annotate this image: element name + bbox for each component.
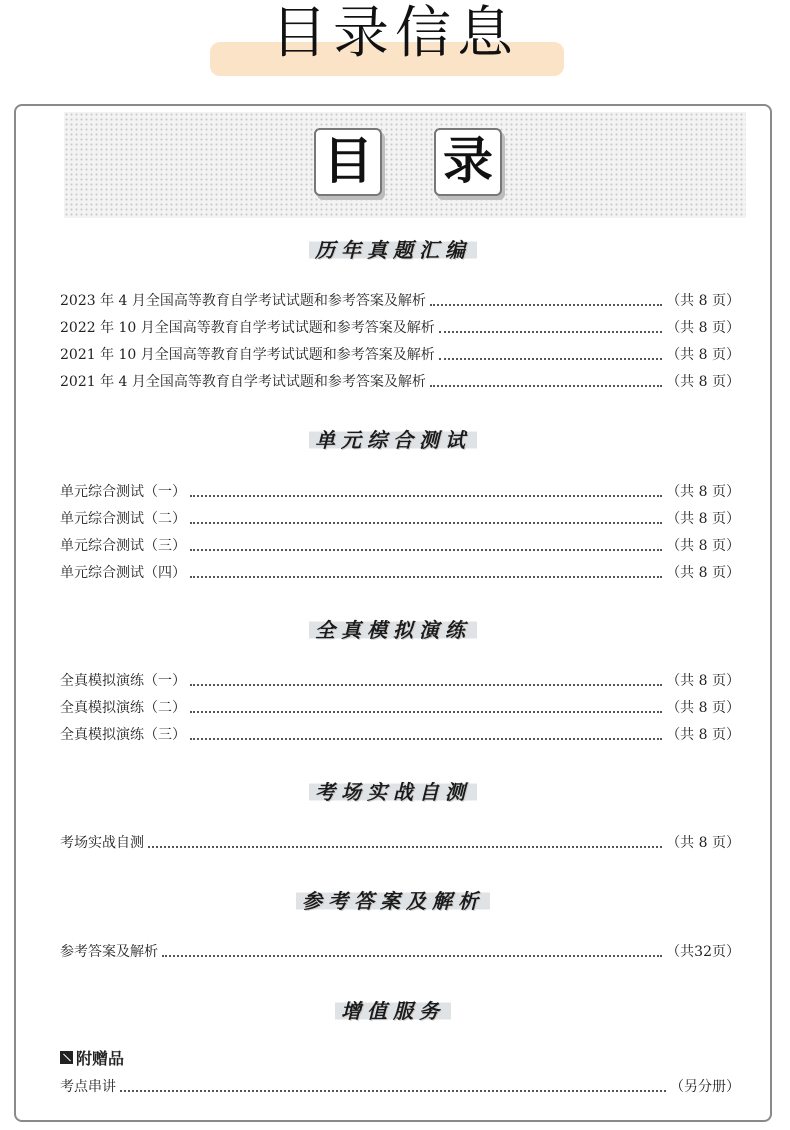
toc-row-pages: （共 8 页） <box>666 565 740 581</box>
toc-row-label: 2021 年 10 月全国高等教育自学考试试题和参考答案及解析 <box>60 347 435 363</box>
page-title: 目录信息 <box>271 1 519 66</box>
toc-row-pages: （共 8 页） <box>666 347 740 363</box>
leader-dots <box>439 321 662 333</box>
toc-row[interactable] <box>60 288 740 312</box>
toc-row[interactable] <box>60 560 740 584</box>
section-title-past-exams: 历年真题汇编 <box>16 234 770 263</box>
toc-row-label: 参考答案及解析 <box>60 944 158 960</box>
toc-row-label: 考点串讲 <box>60 1079 116 1095</box>
leader-dots <box>190 674 662 686</box>
toc-row-pages: （共 8 页） <box>666 700 740 716</box>
toc-row-label: 2021 年 4 月全国高等教育自学考试试题和参考答案及解析 <box>60 374 426 390</box>
leader-dots <box>190 566 662 578</box>
toc-row-label: 全真模拟演练（三） <box>60 727 186 743</box>
toc-row[interactable] <box>60 342 740 366</box>
toc-row-pages: （共 8 页） <box>666 727 740 743</box>
toc-row-label: 全真模拟演练（一） <box>60 673 186 689</box>
page-header <box>0 0 790 90</box>
leader-dots <box>190 701 662 713</box>
toc-row-pages: （共 8 页） <box>666 511 740 527</box>
banner-char-2: 录 <box>434 128 502 196</box>
leader-dots <box>430 294 662 306</box>
toc-banner <box>64 112 746 218</box>
toc-document <box>14 104 772 1122</box>
leader-dots <box>162 945 662 957</box>
toc-row[interactable] <box>60 668 740 692</box>
toc-row-label: 2022 年 10 月全国高等教育自学考试试题和参考答案及解析 <box>60 320 435 336</box>
toc-row[interactable] <box>60 722 740 746</box>
toc-row[interactable] <box>60 1074 740 1098</box>
toc-row-label: 考场实战自测 <box>60 835 144 851</box>
section-title-answers: 参考答案及解析 <box>16 885 770 914</box>
toc-row[interactable] <box>60 533 740 557</box>
toc-row[interactable] <box>60 695 740 719</box>
toc-row[interactable] <box>60 506 740 530</box>
leader-dots <box>190 485 662 497</box>
toc-row-pages: （共 8 页） <box>666 673 740 689</box>
section-title-mock-exams: 全真模拟演练 <box>16 614 770 643</box>
leader-dots <box>430 375 662 387</box>
gift-subheading <box>60 1046 124 1069</box>
leader-dots <box>148 836 662 848</box>
toc-row[interactable] <box>60 830 740 854</box>
section-title-value-added: 增值服务 <box>16 995 770 1024</box>
toc-row-pages: （共 8 页） <box>666 374 740 390</box>
banner-char-1: 目 <box>314 128 382 196</box>
leader-dots <box>190 512 662 524</box>
toc-row-pages: （另分册） <box>670 1079 740 1095</box>
leader-dots <box>190 728 662 740</box>
toc-row-pages: （共 8 页） <box>666 293 740 309</box>
toc-row-label: 全真模拟演练（二） <box>60 700 186 716</box>
section-title-unit-tests: 单元综合测试 <box>16 424 770 453</box>
toc-row-label: 单元综合测试（三） <box>60 538 186 554</box>
toc-row[interactable] <box>60 939 740 963</box>
gift-subheading-label: 附赠品 <box>76 1049 125 1068</box>
leader-dots <box>120 1080 666 1092</box>
toc-row-pages: （共 8 页） <box>666 484 740 500</box>
section-title-self-test: 考场实战自测 <box>16 776 770 805</box>
leader-dots <box>439 348 662 360</box>
toc-row-label: 单元综合测试（一） <box>60 484 186 500</box>
toc-row-label: 单元综合测试（二） <box>60 511 186 527</box>
toc-row[interactable] <box>60 315 740 339</box>
toc-row-pages: （共 8 页） <box>666 320 740 336</box>
toc-row[interactable] <box>60 479 740 503</box>
toc-row[interactable] <box>60 369 740 393</box>
toc-row-label: 单元综合测试（四） <box>60 565 186 581</box>
arrow-box-icon <box>60 1051 73 1064</box>
toc-row-pages: （共32页） <box>666 944 740 960</box>
toc-row-pages: （共 8 页） <box>666 538 740 554</box>
leader-dots <box>190 539 662 551</box>
toc-row-pages: （共 8 页） <box>666 835 740 851</box>
toc-row-label: 2023 年 4 月全国高等教育自学考试试题和参考答案及解析 <box>60 293 426 309</box>
